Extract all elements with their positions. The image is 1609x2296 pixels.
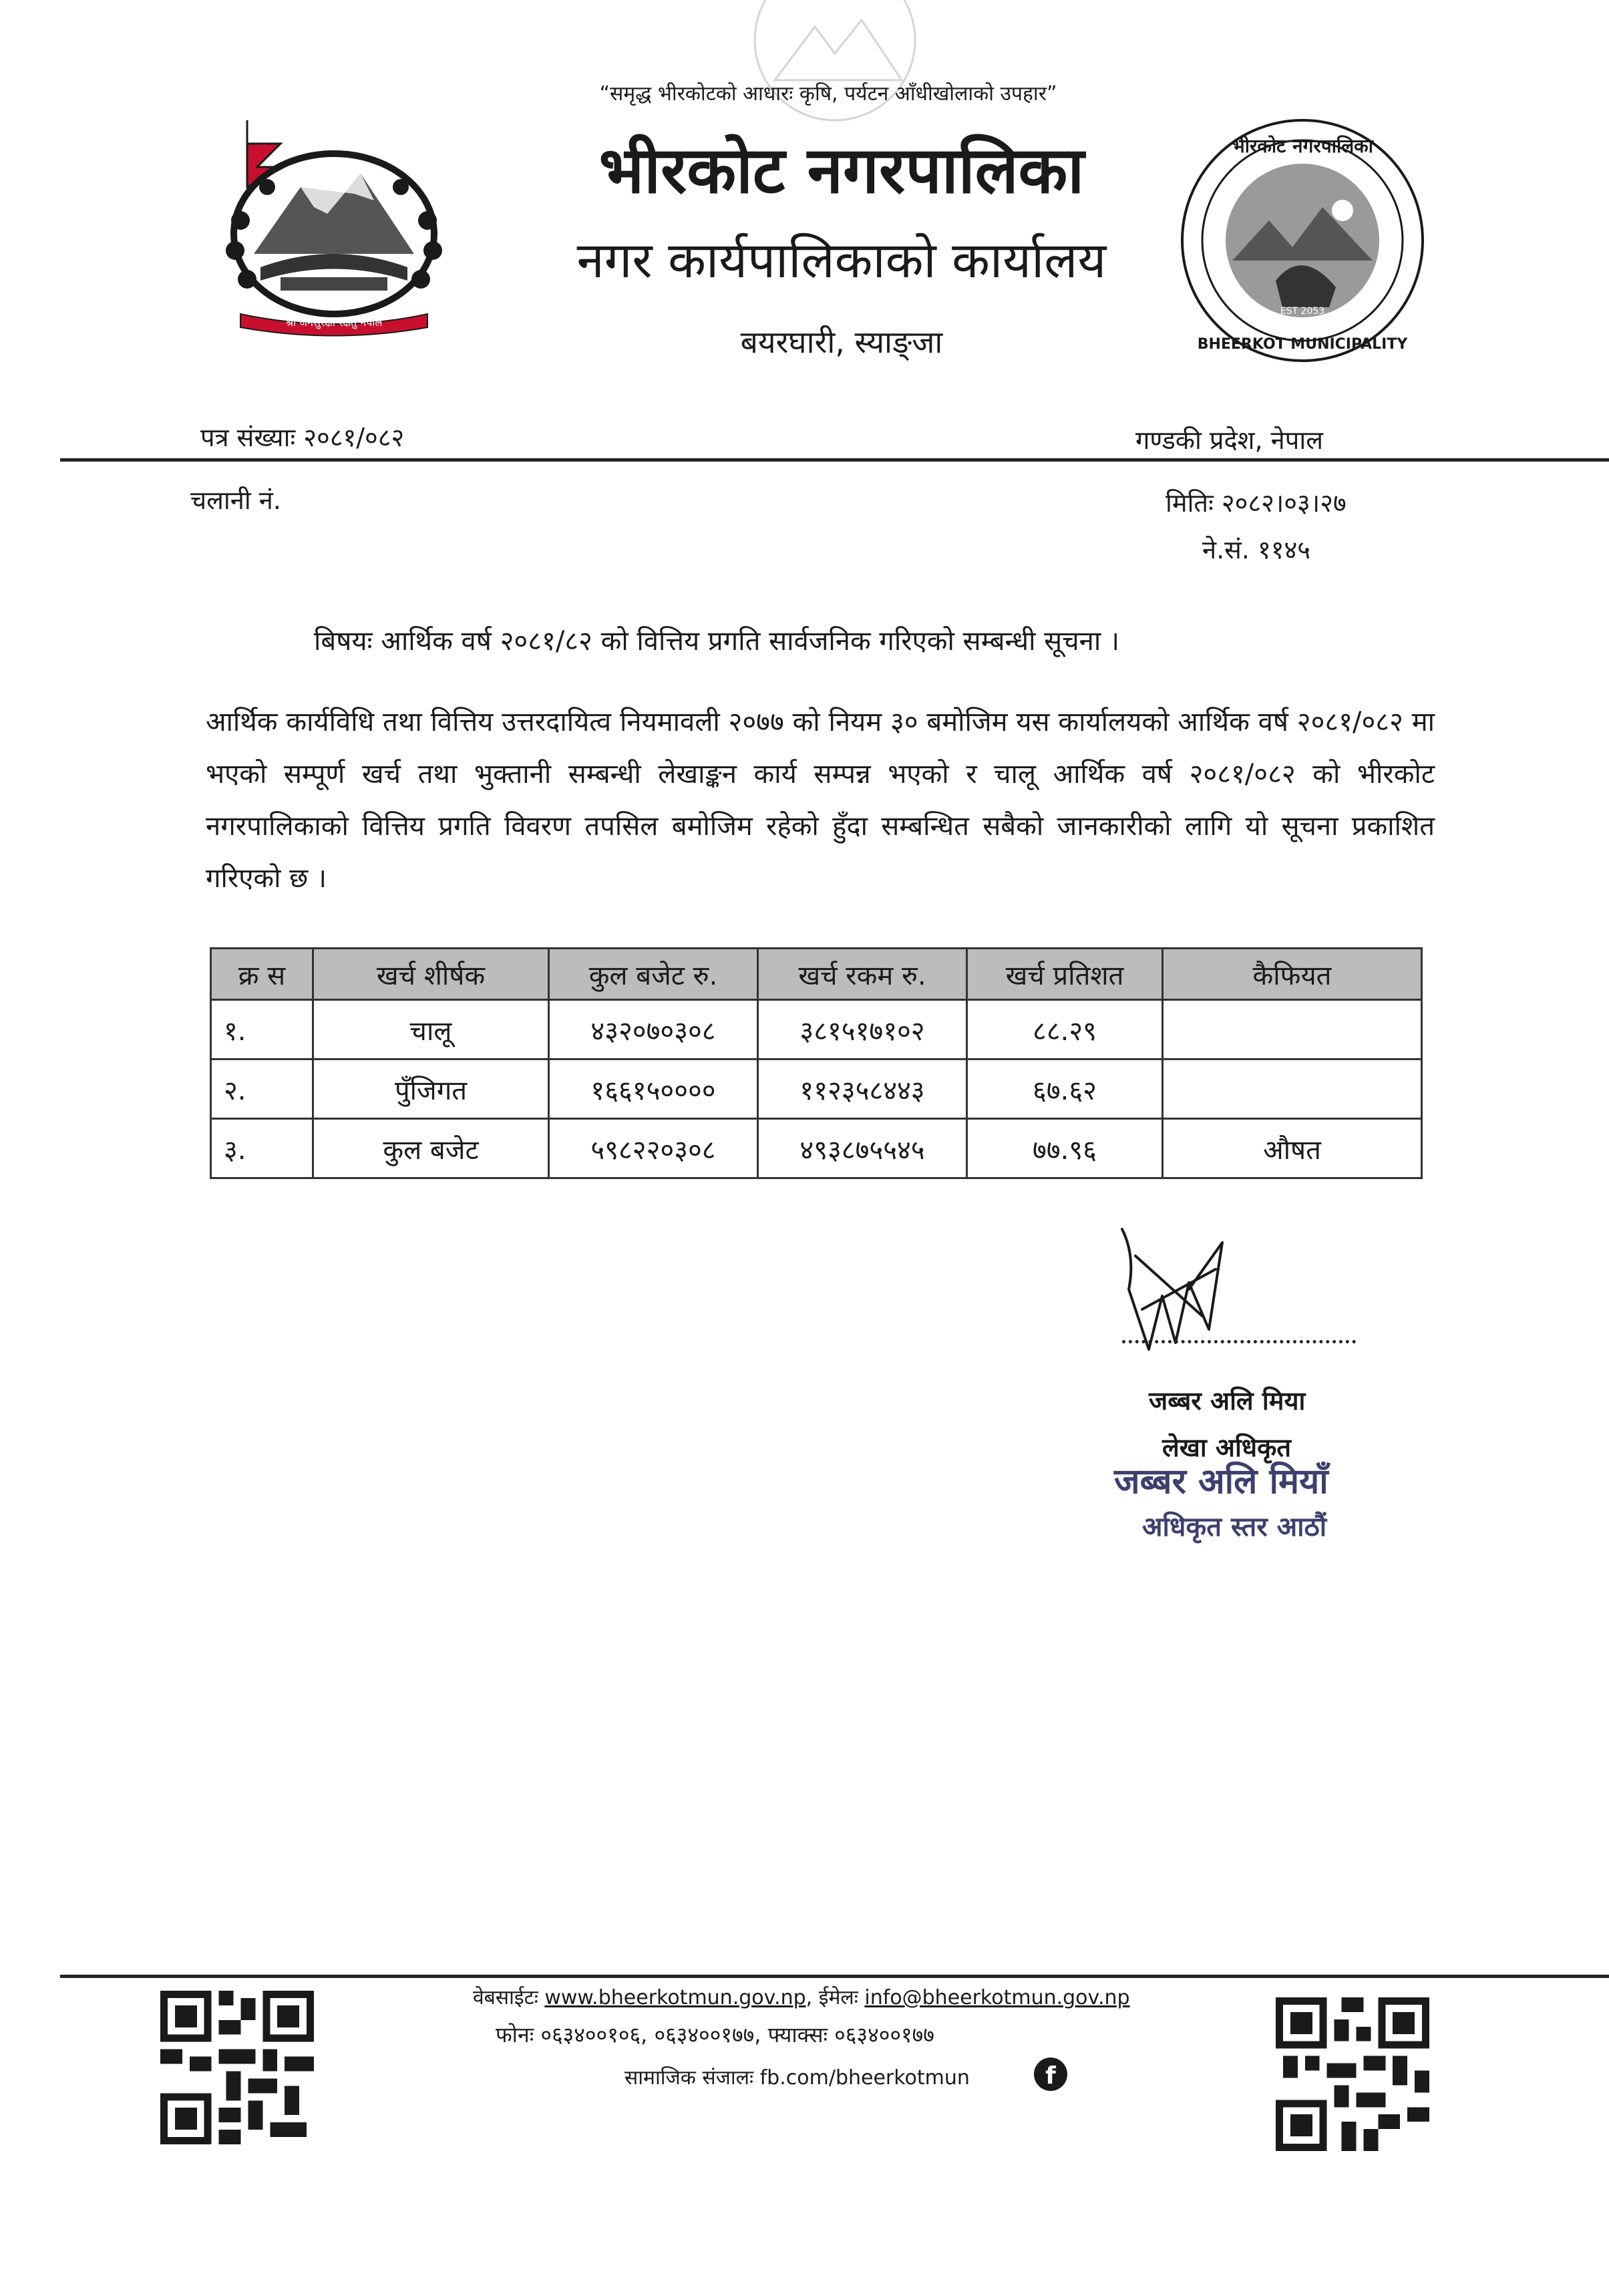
chalani-number: चलानी नं.	[190, 486, 281, 515]
cell-expense-percent: ७७.९६	[967, 1119, 1163, 1178]
cell-expense-percent: ८८.२९	[967, 1000, 1163, 1059]
address: बयरघारी, स्याङ्जा	[740, 324, 943, 360]
social-link[interactable]: fb.com/bheerkotmun	[759, 2066, 970, 2090]
table-row	[211, 1119, 1422, 1178]
social-label: सामाजिक संजालः	[624, 2066, 754, 2090]
qr-code-icon[interactable]	[160, 1991, 314, 2144]
logo-est: EST 2053	[1280, 306, 1325, 317]
motto: “समृद्ध भीरकोटको आधारः कृषि, पर्यटन आँधीखोलाको उपहार”	[599, 82, 1057, 106]
stamp-level: अधिकृत स्तर आठौं	[1142, 1512, 1327, 1542]
signature-line	[1122, 1340, 1356, 1343]
emblem-caption: श्री जनसुरक्षा रक्षतु नेपाल	[285, 316, 383, 329]
col-header-expense-head: खर्च शीर्षक	[313, 949, 549, 1000]
table-row	[211, 1000, 1422, 1059]
stamp-name: जब्बर अलि मियाँ	[1114, 1462, 1328, 1502]
cell-expense-amount: ११२३५८४४३	[758, 1059, 967, 1119]
signer-title: लेखा अधिकृत	[1162, 1433, 1292, 1462]
cell-total-budget: ५९८२२०३०८	[549, 1119, 758, 1178]
cell-expense-head: चालू	[313, 1000, 549, 1059]
col-header-remarks: कैफियत	[1163, 949, 1422, 1000]
cell-sn: १.	[211, 1000, 313, 1059]
patra-sankhya: पत्र संख्याः २०८१/०८२	[200, 423, 405, 452]
nepal-sambat: ने.सं. ११४५	[1202, 535, 1311, 564]
office-name: नगर कार्यपालिकाको कार्यालय	[576, 232, 1107, 289]
cell-remarks	[1163, 1000, 1422, 1059]
col-header-expense-amount: खर्च रकम रु.	[758, 949, 967, 1000]
cell-expense-amount: ३८१५१७१०२	[758, 1000, 967, 1059]
cell-expense-percent: ६७.६२	[967, 1059, 1163, 1119]
cell-remarks	[1163, 1059, 1422, 1119]
col-header-expense-percent: खर्च प्रतिशत	[967, 949, 1163, 1000]
col-header-total-budget: कुल बजेट रु.	[549, 949, 758, 1000]
province: गण्डकी प्रदेश, नेपाल	[1135, 426, 1323, 455]
org-name: भीरकोट नगरपालिका	[598, 133, 1085, 208]
col-header-sn: क्र स	[211, 949, 313, 1000]
cell-expense-amount: ४९३८७५५४५	[758, 1119, 967, 1178]
cell-remarks: औषत	[1163, 1119, 1422, 1178]
website-label: वेबसाईटः	[473, 1986, 538, 2009]
facebook-icon[interactable]: f	[1034, 2058, 1067, 2091]
footer-phone: फोनः ०६३४००१०६, ०६३४००१७७, फ्याक्सः ०६३४००१७७	[496, 2022, 934, 2047]
cell-total-budget: ४३२०७०३०८	[549, 1000, 758, 1059]
body-paragraph: आर्थिक कार्यविधि तथा वित्तिय उत्तरदायित्व नियमावली २०७७ को नियम ३० बमोजिम यस कार्यालयको आर्थिक वर्ष २०८१/०८२ मा भएको सम्पूर्ण खर्च तथा भुक्तानी सम्बन्धी लेखाङ्कन कार्य सम्पन्न भएको र चालू आर्थिक वर्ष २०८१/०८२ को भीरकोट नगरपालिकाको वित्तिय प्रगति विवरण तपसिल बमोजिम रहेको हुँदा सम्बन्धित सबैको जानकारीको लागि यो सूचना प्रकाशित गरिएको छ ।	[206, 707, 1435, 894]
logo-top-text: भीरकोट नगरपालिका	[1232, 135, 1373, 157]
date: मितिः २०८२।०३।२७	[1166, 488, 1347, 518]
cell-expense-head: पुँजिगत	[313, 1059, 549, 1119]
watermark-seal	[735, 0, 935, 134]
qr-code-icon[interactable]	[1276, 1997, 1429, 2151]
email-link[interactable]: info@bheerkotmun.gov.np	[864, 1986, 1130, 2009]
footer-social	[624, 2063, 970, 2090]
signer-name: जब्बर अलि मिया	[1149, 1386, 1306, 1416]
logo-bottom-text: BHEERKOT MUNICIPALITY	[1197, 336, 1408, 353]
nepal-emblem-icon	[200, 114, 468, 341]
footer-divider	[60, 1975, 1609, 1978]
table-row	[211, 1059, 1422, 1119]
cell-expense-head: कुल बजेट	[313, 1119, 549, 1178]
header-divider	[60, 458, 1609, 462]
table-header-row	[211, 949, 1422, 1000]
cell-sn: २.	[211, 1059, 313, 1119]
footer-web-email	[473, 1983, 1130, 2010]
cell-total-budget: १६६१५००००	[549, 1059, 758, 1119]
website-link[interactable]: www.bheerkotmun.gov.np	[544, 1986, 806, 2009]
subject-line: बिषयः आर्थिक वर्ष २०८१/८२ को वित्तिय प्रगति सार्वजनिक गरिएको सम्बन्धी सूचना ।	[314, 626, 1120, 657]
cell-sn: ३.	[211, 1119, 313, 1178]
financial-progress-table	[210, 947, 1423, 1179]
email-label: , ईमेलः	[806, 1986, 858, 2009]
